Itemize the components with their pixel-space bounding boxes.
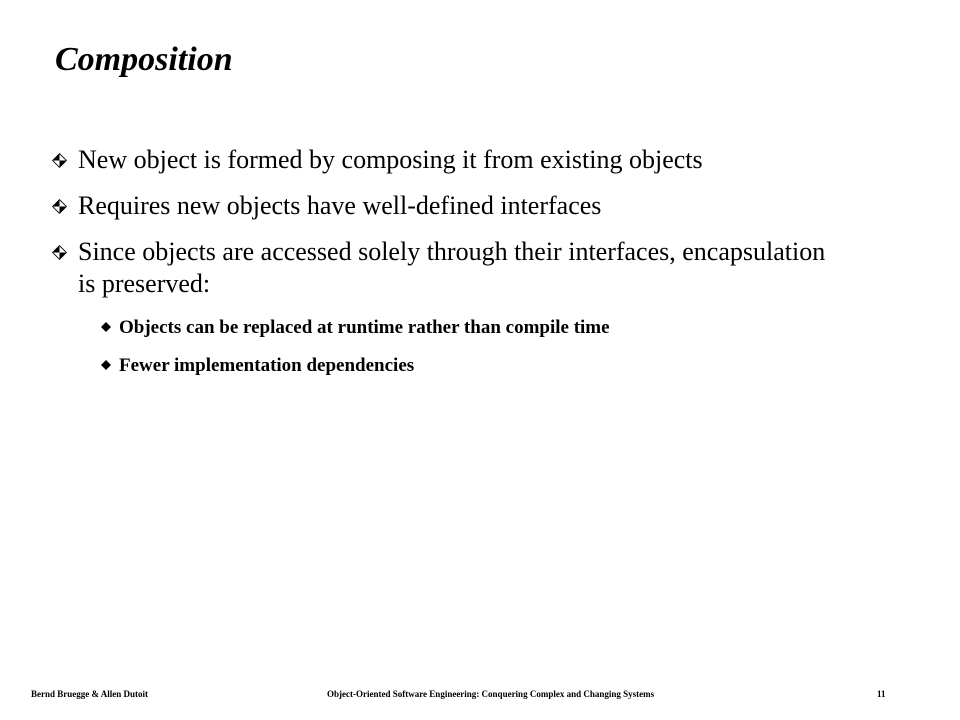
slide-title: Composition [55,41,233,78]
diamond-pinwheel-icon [52,245,67,260]
footer-authors: Bernd Bruegge & Allen Dutoit [31,689,148,699]
sub-bullet-text: Fewer implementation dependencies [119,355,415,376]
footer-book-title: Object-Oriented Software Engineering: Conquering Complex and Changing Systems [327,689,655,699]
bullet-text: New object is formed by composing it from existing objects [78,145,703,174]
bullet-text: Since objects are accessed solely through their interfaces, encapsulation is preserved: [78,237,826,298]
diamond-pinwheel-icon [52,153,67,168]
sub-bullet-text: Objects can be replaced at runtime rather than compile time [119,317,610,338]
diamond-icon [101,360,111,370]
footer-page-number: 11 [877,689,886,699]
diamond-pinwheel-icon [52,199,67,214]
diamond-icon [101,322,111,332]
bullet-text: Requires new objects have well-defined interfaces [78,191,602,220]
